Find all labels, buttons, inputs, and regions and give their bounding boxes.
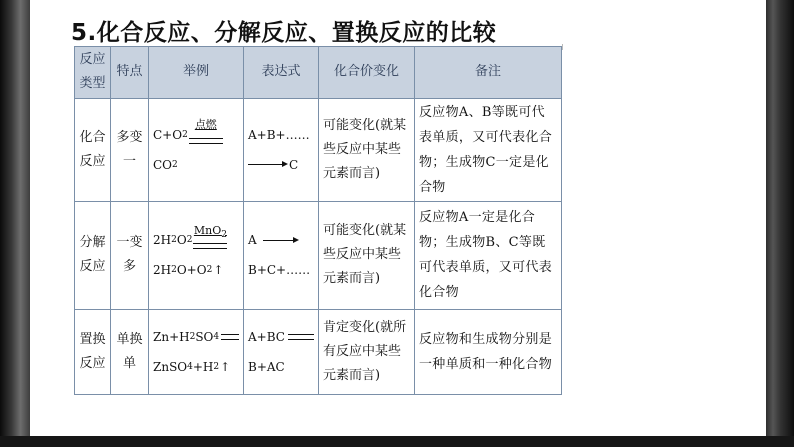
- table-row: [75, 309, 562, 394]
- cell-remark: 反应物A、B等既可代表单质，又可代表化合物；生成物C一定是化合物: [415, 98, 562, 201]
- reaction-condition: 点燃: [189, 119, 223, 150]
- right-photo-edge: [764, 0, 794, 447]
- header-feature: 特点: [111, 47, 149, 99]
- arrow-icon: [263, 240, 297, 241]
- table-header-row: [75, 47, 562, 99]
- cell-valence: 可能变化(就某些反应中某些元素而言): [319, 201, 415, 309]
- cell-valence: 肯定变化(就所有反应中某些元素而言): [319, 309, 415, 394]
- comparison-table: [74, 46, 562, 395]
- cell-expression: A B+C+……: [244, 201, 319, 309]
- cell-example: 2H 2 O 2 MnO$_2$ 2H 2 O+O 2 ↑: [149, 201, 244, 309]
- header-remark: 备注: [415, 47, 562, 99]
- gas-up-arrow-icon: ↑: [213, 263, 224, 278]
- cell-valence: 可能变化(就某些反应中某些元素而言): [319, 98, 415, 201]
- cell-example: Zn+H 2 SO 4 ZnSO 4 +H 2 ↑: [149, 309, 244, 394]
- header-example: 举例: [149, 47, 244, 99]
- table-row: [75, 201, 562, 309]
- cell-type: 化合 反应: [75, 98, 111, 201]
- left-photo-edge: [0, 0, 34, 447]
- reaction-condition: MnO$_2$: [193, 225, 227, 256]
- cell-type: 分解 反应: [75, 201, 111, 309]
- table-row: [75, 98, 562, 201]
- cell-feature: 单换 单: [111, 309, 149, 394]
- header-expression: 表达式: [244, 47, 319, 99]
- cell-example: C+O 2 点燃 CO 2: [149, 98, 244, 201]
- equals-sign: [189, 138, 223, 144]
- cell-type: 置换 反应: [75, 309, 111, 394]
- equals-sign: [221, 334, 239, 340]
- arrow-icon: [248, 164, 286, 165]
- cell-expression: A+BC B+AC: [244, 309, 319, 394]
- cell-remark: 反应物A一定是化合物；生成物B、C等既可代表单质，又可代表化合物: [415, 201, 562, 309]
- cell-expression: A+B+…… C: [244, 98, 319, 201]
- header-valence: 化合价变化: [319, 47, 415, 99]
- cell-feature: 一变 多: [111, 201, 149, 309]
- cell-feature: 多变 一: [111, 98, 149, 201]
- slide-title: 5.化合反应、分解反应、置换反应的比较: [71, 20, 497, 46]
- bottom-bar: [0, 436, 794, 447]
- gas-up-arrow-icon: ↑: [220, 359, 231, 374]
- equals-sign: [193, 243, 227, 249]
- cell-remark: 反应物和生成物分别是一种单质和一种化合物: [415, 309, 562, 394]
- title-mark: [562, 44, 563, 50]
- header-type: 反应 类型: [75, 47, 111, 99]
- equals-sign: [288, 334, 314, 340]
